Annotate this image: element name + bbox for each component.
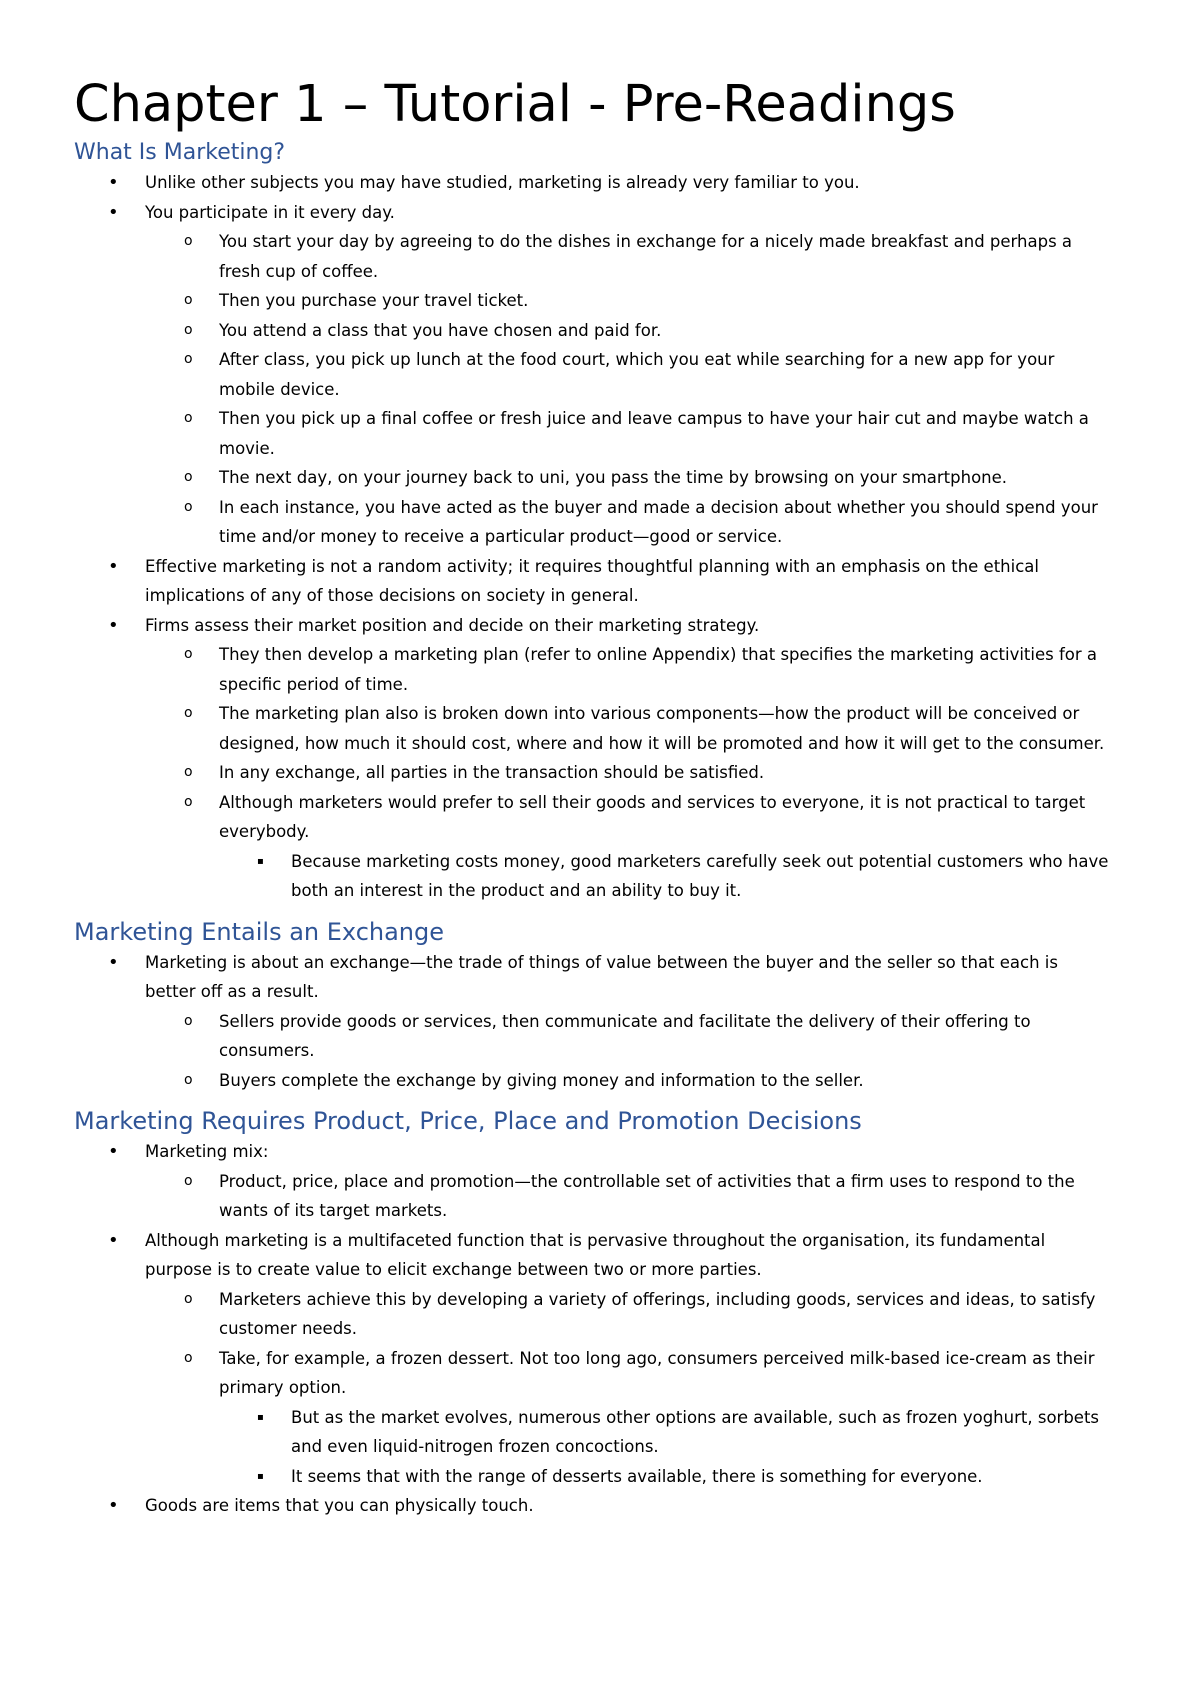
bullet-marker: o bbox=[184, 498, 193, 515]
list-item-text: Although marketers would prefer to sell their goods and services to everyone, it is not practical to target everybody. bbox=[219, 792, 1086, 841]
list-item-text: They then develop a marketing plan (refer to online Appendix) that specifies the marketing activities for a specific period of time. bbox=[219, 645, 1098, 694]
list-item-text: The marketing plan also is broken down into various components—how the product will be conceived or designed, how much it should cost, where and how it will be promoted and how it will get to the consumer. bbox=[219, 704, 1105, 753]
list-item bbox=[74, 316, 1110, 346]
list-item bbox=[74, 1137, 1110, 1167]
bullet-marker: o bbox=[184, 1349, 193, 1366]
list-item-text: Marketing is about an exchange—the trade of things of value between the buyer and the seller so that each is better off as a result. bbox=[145, 952, 1058, 1001]
list-item-text: Marketing mix: bbox=[145, 1142, 269, 1161]
list-item-text: Then you pick up a final coffee or fresh juice and leave campus to have your hair cut and maybe watch a movie. bbox=[219, 409, 1089, 458]
list-item bbox=[74, 1007, 1110, 1066]
section-heading: What Is Marketing? bbox=[74, 140, 286, 165]
bullet-marker: o bbox=[184, 1290, 193, 1307]
list-item-text: Marketers achieve this by developing a variety of offerings, including goods, services and ideas, to satisfy customer needs. bbox=[219, 1289, 1096, 1338]
list-item-text: In any exchange, all parties in the transaction should be satisfied. bbox=[219, 763, 765, 782]
list-item-text: Take, for example, a frozen dessert. Not too long ago, consumers perceived milk-based ice-cream as their primary option. bbox=[219, 1348, 1095, 1397]
list-item bbox=[74, 1491, 1110, 1521]
section-heading: Marketing Requires Product, Price, Place and Promotion Decisions bbox=[74, 1107, 862, 1135]
bullet-list bbox=[74, 168, 1110, 906]
list-item bbox=[74, 948, 1110, 1007]
bullet-marker: • bbox=[108, 201, 119, 223]
list-item bbox=[74, 611, 1110, 641]
section-2 bbox=[74, 916, 1110, 1096]
bullet-marker: • bbox=[108, 1495, 119, 1516]
list-item bbox=[74, 788, 1110, 847]
bullet-marker: o bbox=[184, 1172, 193, 1189]
list-item bbox=[74, 847, 1110, 906]
bullet-list bbox=[74, 1137, 1110, 1521]
list-item bbox=[74, 463, 1110, 493]
bullet-marker: o bbox=[184, 410, 193, 426]
list-item bbox=[74, 168, 1110, 198]
bullet-marker: • bbox=[108, 1141, 119, 1162]
list-item bbox=[74, 552, 1110, 611]
list-item-text: Buyers complete the exchange by giving money and information to the seller. bbox=[219, 1070, 864, 1090]
list-item bbox=[74, 227, 1110, 286]
list-item-text: Goods are items that you can physically touch. bbox=[145, 1496, 534, 1515]
list-item bbox=[74, 404, 1110, 463]
bullet-marker: o bbox=[184, 351, 193, 367]
bullet-marker: ▪ bbox=[257, 1411, 264, 1423]
bullet-marker: • bbox=[108, 951, 119, 973]
document-body bbox=[74, 138, 1110, 1521]
list-item-text: You start your day by agreeing to do the dishes in exchange for a nicely made breakfast and perhaps a fresh cup of coffee. bbox=[219, 232, 1073, 281]
list-item bbox=[74, 1344, 1110, 1403]
list-item-text: In each instance, you have acted as the buyer and made a decision about whether you should spend your time and/or money to receive a particular product—good or service. bbox=[219, 497, 1098, 546]
bullet-marker: o bbox=[184, 233, 193, 249]
list-item bbox=[74, 286, 1110, 316]
list-item bbox=[74, 345, 1110, 404]
bullet-list bbox=[74, 948, 1110, 1096]
list-item bbox=[74, 1285, 1110, 1344]
bullet-marker: o bbox=[184, 793, 193, 810]
bullet-marker: o bbox=[184, 469, 193, 485]
list-item bbox=[74, 1462, 1110, 1492]
list-item bbox=[74, 1403, 1110, 1462]
bullet-marker: o bbox=[184, 292, 193, 308]
list-item-text: After class, you pick up lunch at the food court, which you eat while searching for a new app for your mobile device. bbox=[219, 350, 1055, 399]
list-item-text: Sellers provide goods or services, then communicate and facilitate the delivery of their offering to consumers. bbox=[219, 1011, 1031, 1060]
bullet-marker: • bbox=[108, 1229, 119, 1251]
list-item-text: Because marketing costs money, good marketers carefully seek out potential customers who have both an interest in the product and an ability to buy it. bbox=[291, 851, 1109, 900]
bullet-marker: • bbox=[108, 555, 119, 577]
bullet-marker: • bbox=[108, 614, 119, 636]
list-item-text: Then you purchase your travel ticket. bbox=[219, 291, 529, 310]
list-item bbox=[74, 699, 1110, 758]
list-item-text: The next day, on your journey back to uni, you pass the time by browsing on your smartphone. bbox=[219, 468, 1008, 487]
list-item bbox=[74, 758, 1110, 788]
list-item bbox=[74, 1167, 1110, 1226]
list-item-text: You attend a class that you have chosen and paid for. bbox=[219, 320, 662, 340]
bullet-marker: o bbox=[184, 705, 193, 721]
bullet-marker: o bbox=[184, 1012, 193, 1029]
bullet-marker: ▪ bbox=[257, 1470, 264, 1482]
list-item-text: But as the market evolves, numerous other options are available, such as frozen yoghurt, sorbets and even liquid-nitrogen frozen concoctions. bbox=[291, 1407, 1100, 1456]
list-item-text: Unlike other subjects you may have studied, marketing is already very familiar to you. bbox=[145, 173, 860, 192]
page-title: Chapter 1 – Tutorial - Pre-Readings bbox=[74, 75, 956, 134]
list-item-text: Although marketing is a multifaceted function that is pervasive throughout the organisation, its fundamental purpose is to create value to elicit exchange between two or more parties. bbox=[145, 1230, 1046, 1279]
list-item bbox=[74, 493, 1110, 552]
section-1 bbox=[74, 138, 1110, 906]
list-item-text: Product, price, place and promotion—the controllable set of activities that a firm uses to respond to the wants of its target markets. bbox=[219, 1171, 1075, 1220]
list-item bbox=[74, 1226, 1110, 1285]
section-3 bbox=[74, 1105, 1110, 1521]
list-item-text: Firms assess their market position and decide on their marketing strategy. bbox=[145, 615, 760, 635]
list-item bbox=[74, 640, 1110, 699]
list-item bbox=[74, 198, 1110, 228]
list-item bbox=[74, 1066, 1110, 1096]
bullet-marker: ▪ bbox=[257, 855, 264, 867]
list-item-text: It seems that with the range of desserts available, there is something for everyone. bbox=[291, 1466, 983, 1486]
bullet-marker: o bbox=[184, 1071, 193, 1088]
bullet-marker: o bbox=[184, 646, 193, 662]
list-item-text: Effective marketing is not a random activity; it requires thoughtful planning with an emphasis on the ethical implications of any of those decisions on society in general. bbox=[145, 556, 1039, 605]
bullet-marker: • bbox=[108, 172, 119, 193]
bullet-marker: o bbox=[184, 764, 193, 780]
section-heading: Marketing Entails an Exchange bbox=[74, 917, 445, 946]
bullet-marker: o bbox=[184, 321, 193, 338]
list-item-text: You participate in it every day. bbox=[145, 202, 395, 222]
